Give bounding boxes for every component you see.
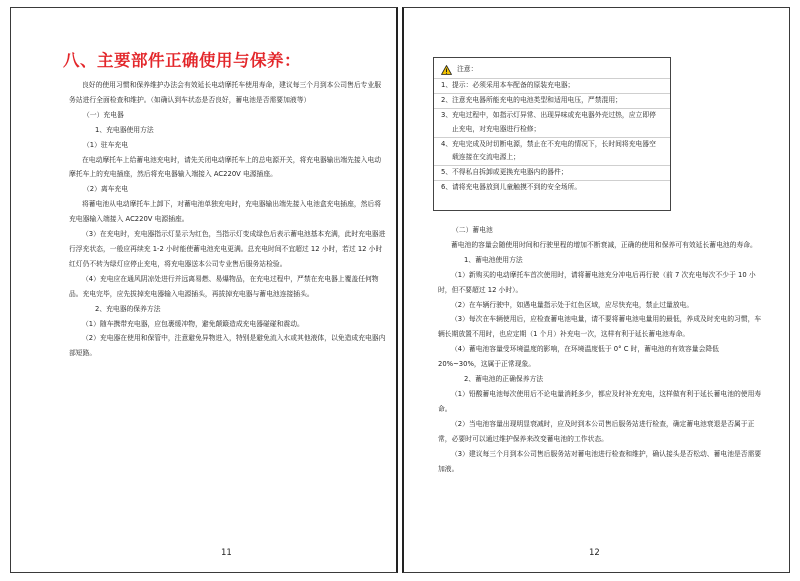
notice-item-number: 1、 [441, 80, 453, 89]
paragraph: （1）随车携带充电器，应包裹缓冲物，避免颠簸造成充电器碰碰和震动。 [82, 319, 304, 328]
notice-header [441, 63, 662, 77]
notice-item [441, 181, 662, 195]
notice-item-text: 请将充电器放到儿童触摸不到的安全场所。 [452, 183, 582, 192]
page-number-right: 12 [589, 548, 600, 558]
right-page [402, 7, 790, 573]
paragraph: 1、充电器使用方法 [95, 125, 154, 134]
notice-item-text: 注意充电器所能充电的电池类型和适用电压，严禁混用； [452, 95, 622, 104]
notice-heading: 注意： [457, 65, 478, 73]
left-page [10, 7, 398, 573]
notice-item [441, 109, 662, 137]
notice-item-number: 3、 [441, 110, 453, 119]
paragraph: （一）充电器 [83, 110, 124, 119]
paragraph: 2、蓄电池的正确保养方法 [464, 375, 544, 384]
left-body-text [69, 78, 387, 361]
paragraph: （4）充电应在通风阴凉处进行并远离易燃、易爆物品，在充电过程中，严禁在充电器上覆盖任何物品。充电完毕，应先拔掉充电器输入电源插头，再拔掉充电器与蓄电池连接插头。 [69, 274, 379, 298]
notice-item-number: 5、 [441, 168, 453, 177]
paragraph: （4）蓄电池容量受环境温度的影响，在环境温度低于 0° C 时，蓄电池的有效容量会降低 20%~30%，这属于正常现象。 [438, 345, 719, 369]
paragraph: （2）离车充电 [83, 185, 129, 194]
notice-item-number: 4、 [441, 139, 453, 148]
paragraph: 在电动摩托车上给蓄电池充电时，请先关闭电动摩托车上的总电源开关，将充电器输出端先接入电动摩托车上的充电插座，然后将充电器输入端接入 AC220V 电源插座。 [69, 155, 382, 179]
notice-item [441, 94, 662, 108]
section-title: 八、主要部件正确使用与保养： [63, 51, 301, 70]
paragraph: （2）当电池容量出现明显衰减时，应及时到本公司售后服务站进行检查，确定蓄电池衰退是否属于正常，必要时可以通过维护保养来改变蓄电池的工作状态。 [438, 419, 755, 443]
notice-box [433, 57, 671, 211]
paragraph: （2）在车辆行驶中，如遇电量指示处于红色区域，应尽快充电，禁止过量放电。 [451, 300, 694, 309]
paragraph: （1）新购买的电动摩托车首次使用时，请将蓄电池充分冲电后再行驶（前 7 次充电每次不少于 10 小时，但不要超过 12 小时）。 [438, 270, 756, 294]
notice-item-text: 提示：必须采用本车配备的原装充电器； [452, 80, 575, 89]
paragraph: （1）驻车充电 [83, 140, 129, 149]
notice-item-number: 2、 [441, 95, 453, 104]
notice-item-text: 充电过程中，如指示灯异常、出现异味或充电器外壳过热，应立即停止充电，对充电器进行检修； [452, 110, 656, 133]
paragraph: （二）蓄电池 [452, 226, 493, 234]
paragraph: 将蓄电池从电动摩托车上卸下，对蓄电池单独充电时，充电器输出端先接入电池盒充电插座，然后将充电器输入端接入 AC220V 电源插座。 [69, 200, 382, 224]
notice-item [441, 166, 662, 180]
notice-item [441, 79, 662, 93]
paragraph: （3）建议每三个月到本公司售后服务站对蓄电池进行检查和维护，确认接头是否松动、蓄电池是否需要加液。 [438, 449, 762, 473]
warning-triangle-icon [441, 65, 452, 75]
page-number-left: 11 [221, 548, 232, 558]
notice-list [441, 79, 662, 195]
paragraph: （1）铅酸蓄电池每次使用后不论电量消耗多少，都应及时补充充电，这样做有利于延长蓄电池的使用寿命。 [438, 389, 762, 413]
paragraph: 2、充电器的保养方法 [95, 304, 161, 313]
notice-item [441, 138, 662, 166]
notice-item-text: 充电完成及时切断电源，禁止在不充电的情况下，长时间将充电器空载连接在交流电源上； [452, 139, 656, 162]
paragraph: （3）在充电时，充电器指示灯显示为红色，当指示灯变成绿色后表示蓄电池基本充满，此时充电器进行浮充状态，一般应再续充 1-2 小时能使蓄电池充电更满。总充电时间不宜超过 12 小时，若过 12 小时红灯仍不转为绿灯应停止充电，将充电器送本公司专业售后服务站检验。 [69, 230, 386, 268]
paragraph: 蓄电池的容量会随使用时间和行驶里程的增加不断衰减，正确的使用和保养可有效延长蓄电池的寿命。 [451, 240, 757, 249]
notice-item-text: 不得私自拆卸或更换充电器内的器件； [452, 168, 568, 177]
right-body-text [438, 223, 762, 476]
paragraph: 良好的使用习惯和保养维护办法会有效延长电动摩托车使用寿命，建议每三个月到本公司售后专业服务站进行全面检查和维护。（如确认到车状态是否良好，蓄电池是否需要加液等） [69, 81, 382, 104]
paragraph: 1、蓄电池使用方法 [464, 255, 523, 264]
notice-item-number: 6、 [441, 183, 453, 192]
paragraph: （2）充电器在使用和保管中，注意避免异物进入，特别是避免流入水或其他液体，以免造成充电器内部短路。 [69, 334, 386, 358]
paragraph: （3）每次在车辆使用后，应检查蓄电池电量，请不要将蓄电池电量用的最低，养成及时充电的习惯，车辆长期放置不用时，也应定期（1 个月）补充电一次，这样有利于延长蓄电池寿命。 [438, 315, 762, 339]
